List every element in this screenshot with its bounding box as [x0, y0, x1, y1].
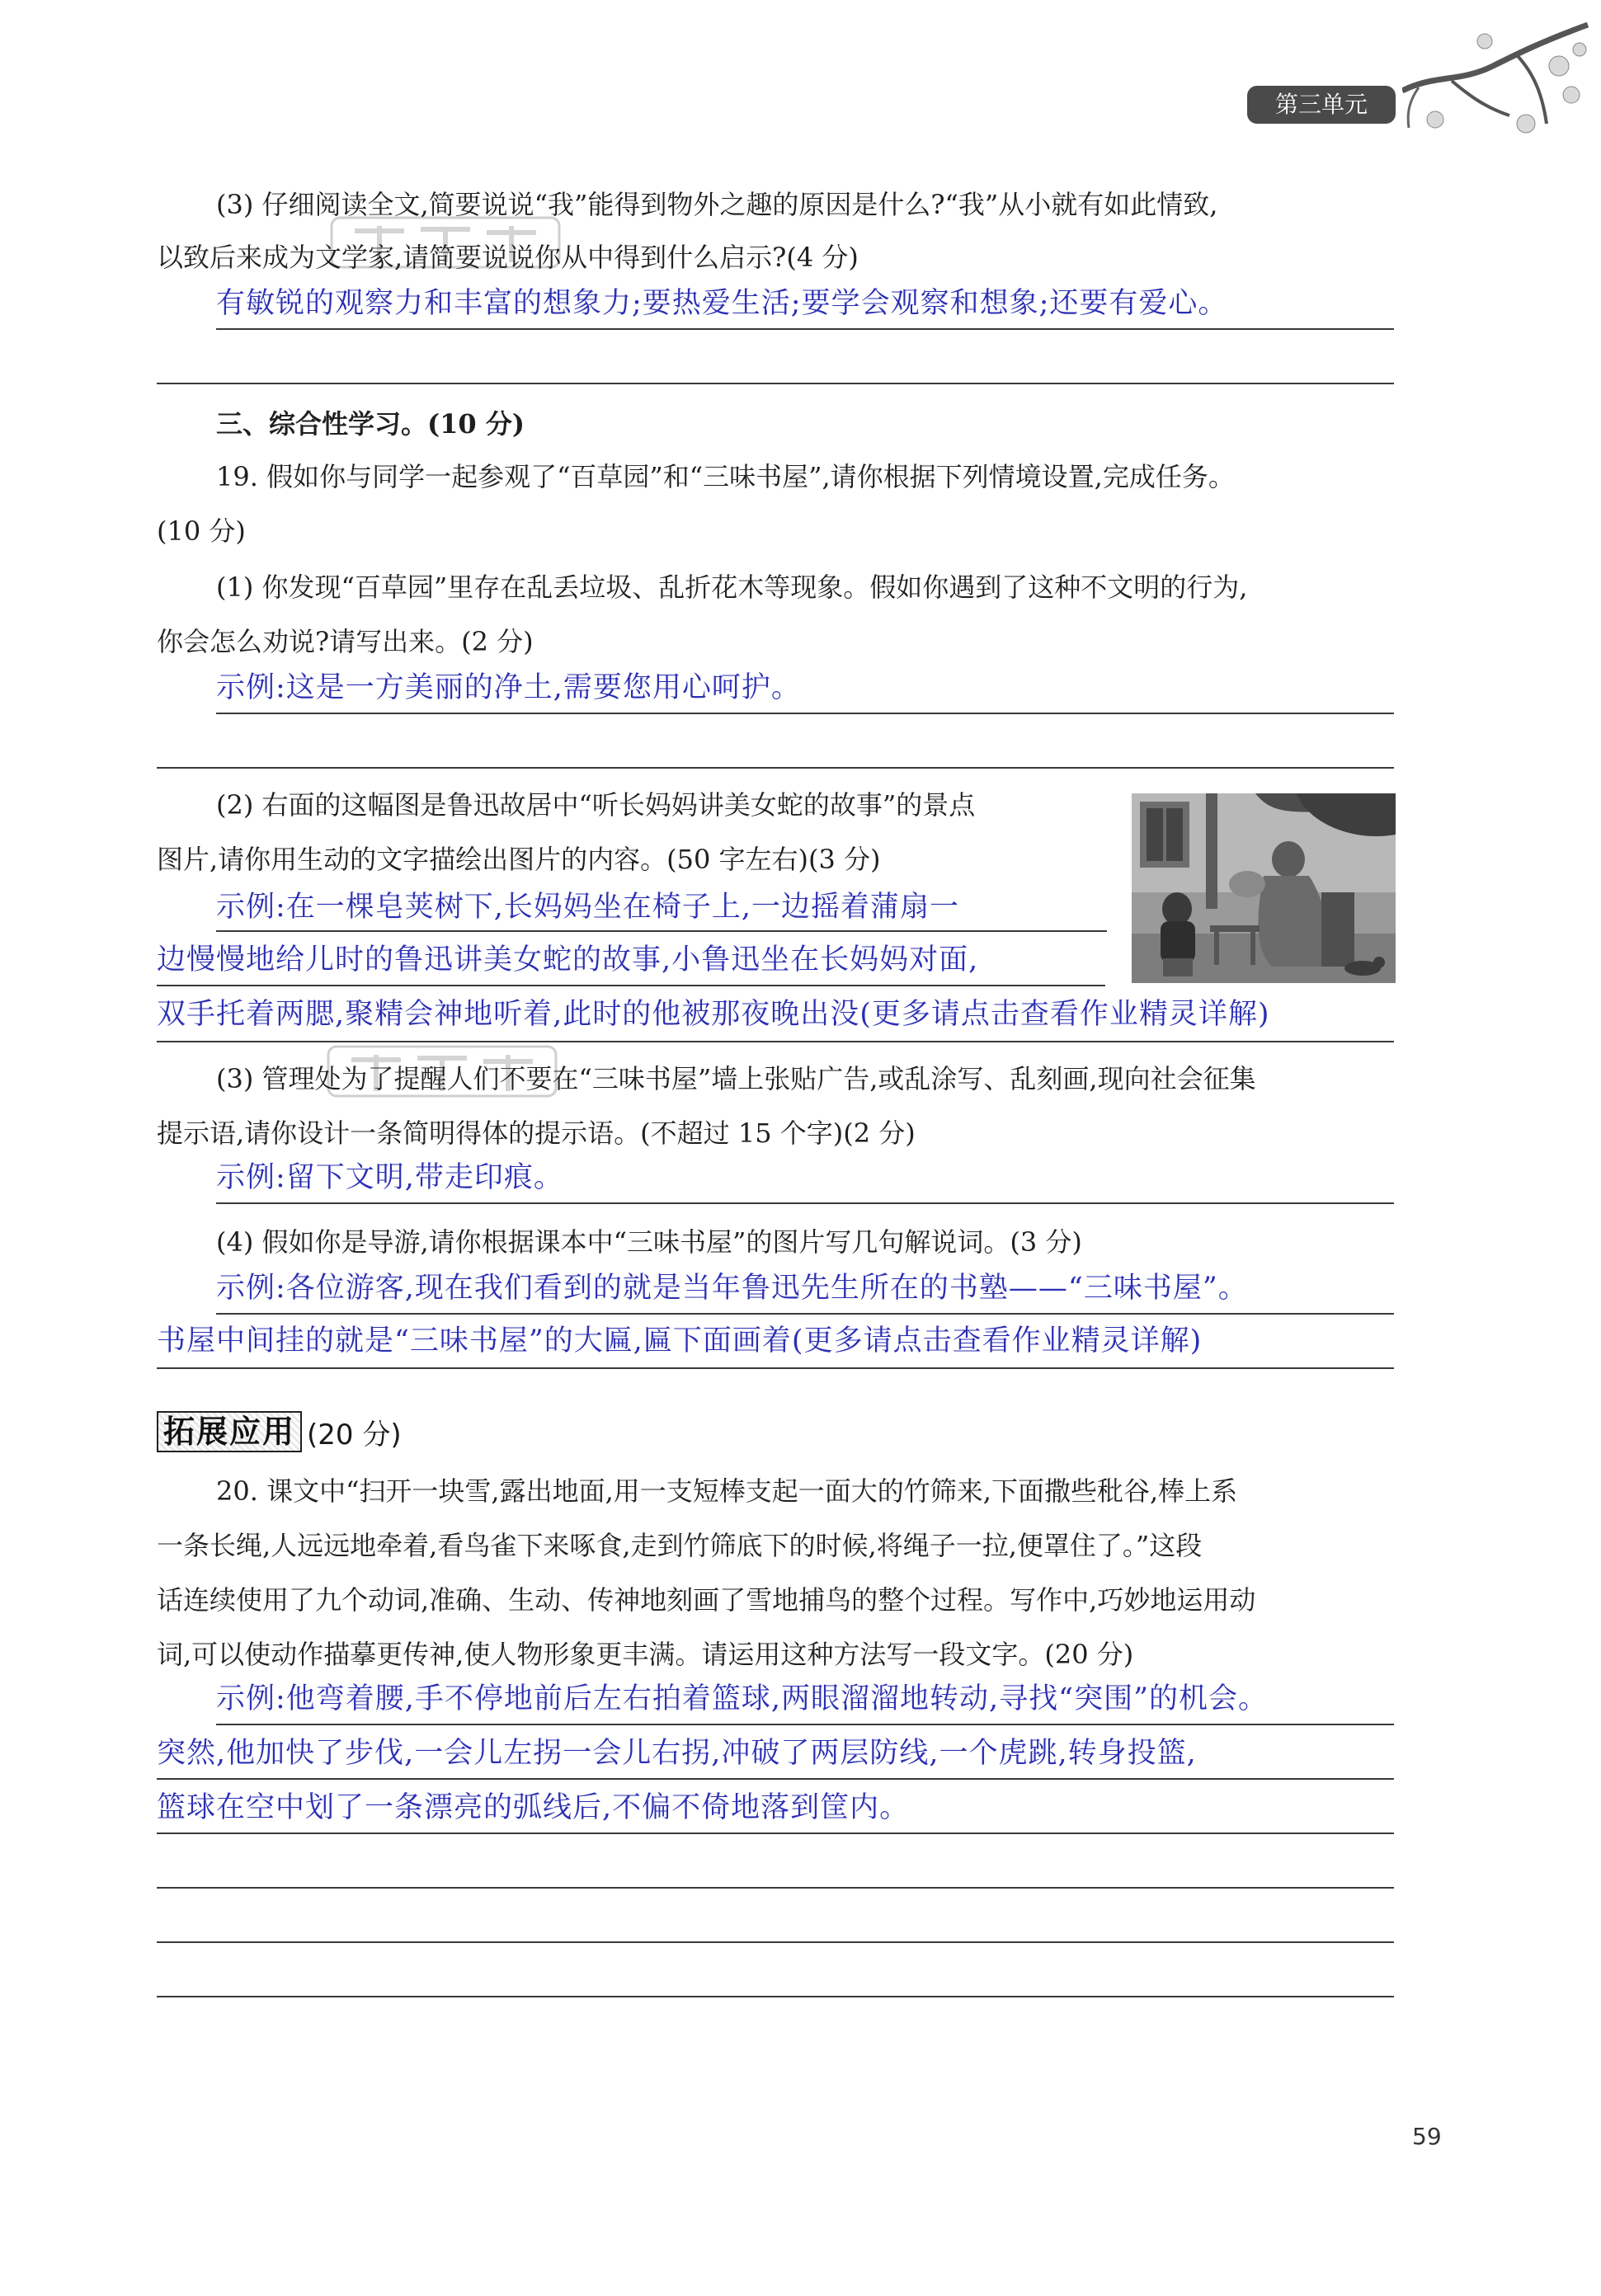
answer-text: 双手托着两腮,聚精会神地听着,此时的他被那夜晚出没(更多请点击查看作业精灵详解)	[157, 998, 1270, 1031]
answer-text: 示例:各位游客,现在我们看到的就是当年鲁迅先生所在的书塾——“三味书屋”。	[216, 1272, 1248, 1305]
section-score: (20 分)	[307, 1418, 402, 1451]
answer-line	[216, 1313, 1394, 1315]
question-text: 图片,请你用生动的文字描绘出图片的内容。(50 字左右)(3 分)	[157, 844, 881, 875]
section-label: 拓展应用	[157, 1411, 302, 1452]
question-text: 词,可以使动作描摹更传神,使人物形象更丰满。请运用这种方法写一段文字。(20 分)	[157, 1639, 1134, 1670]
section-header	[157, 1412, 402, 1451]
answer-line	[216, 930, 1107, 932]
answer-line	[157, 1996, 1394, 1997]
unit-badge: 第三单元	[1247, 86, 1396, 124]
question-text: (10 分)	[157, 515, 246, 547]
answer-line	[157, 383, 1394, 384]
question-text: 一条长绳,人远远地牵着,看鸟雀下来啄食,走到竹筛底下的时候,将绳子一拉,便罩住了。”这段	[157, 1530, 1203, 1561]
answer-line	[157, 1887, 1394, 1889]
question-text: (3) 仔细阅读全文,简要说说“我”能得到物外之趣的原因是什么?“我”从小就有如此情致,	[216, 189, 1218, 220]
question-text: 19. 假如你与同学一起参观了“百草园”和“三味书屋”,请你根据下列情境设置,完成任务。	[216, 461, 1235, 492]
question-text: 你会怎么劝说?请写出来。(2 分)	[157, 626, 534, 657]
story-scene-photo	[1132, 793, 1396, 983]
question-text: 20. 课文中“扫开一块雪,露出地面,用一支短棒支起一面大的竹筛来,下面撒些秕谷,棒上系	[216, 1475, 1238, 1507]
question-text: 以致后来成为文学家,请简要说说你从中得到什么启示?(4 分)	[157, 242, 859, 273]
answer-line	[157, 1778, 1394, 1780]
answer-line	[216, 1202, 1394, 1204]
answer-text: 有敏锐的观察力和丰富的想象力;要热爱生活;要学会观察和想象;还要有爱心。	[216, 287, 1228, 320]
answer-line	[157, 1833, 1394, 1834]
answer-text: 篮球在空中划了一条漂亮的弧线后,不偏不倚地落到筐内。	[157, 1791, 910, 1824]
answer-line	[216, 328, 1394, 330]
answer-text: 示例:留下文明,带走印痕。	[216, 1161, 563, 1194]
answer-line	[157, 767, 1394, 769]
question-text: 话连续使用了九个动词,准确、生动、传神地刻画了雪地捕鸟的整个过程。写作中,巧妙地运用动	[157, 1584, 1256, 1616]
answer-text: 示例:在一棵皂荚树下,长妈妈坐在椅子上,一边摇着蒲扇一	[216, 891, 960, 924]
section-title: 三、综合性学习。(10 分)	[216, 408, 525, 440]
answer-line	[216, 1724, 1394, 1725]
question-text: (3) 管理处为了提醒人们不要在“三味书屋”墙上张贴广告,或乱涂写、乱刻画,现向社会征集	[216, 1063, 1256, 1094]
question-text: 提示语,请你设计一条简明得体的提示语。(不超过 15 个字)(2 分)	[157, 1117, 916, 1149]
answer-line	[157, 985, 1105, 986]
question-text: (2) 右面的这幅图是鲁迅故居中“听长妈妈讲美女蛇的故事”的景点	[216, 789, 976, 821]
page-number: 59	[1412, 2123, 1442, 2150]
plum-branch-decoration	[1402, 16, 1592, 157]
answer-line	[157, 1367, 1394, 1369]
answer-line	[157, 1941, 1394, 1943]
question-text: (4) 假如你是导游,请你根据课本中“三味书屋”的图片写几句解说词。(3 分)	[216, 1226, 1082, 1258]
answer-text: 突然,他加快了步伐,一会儿左拐一会儿右拐,冲破了两层防线,一个虎跳,转身投篮,	[157, 1737, 1197, 1770]
answer-text: 示例:这是一方美丽的净土,需要您用心呵护。	[216, 671, 801, 704]
answer-text: 边慢慢地给儿时的鲁迅讲美女蛇的故事,小鲁迅坐在长妈妈对面,	[157, 943, 979, 976]
answer-text: 书屋中间挂的就是“三味书屋”的大匾,匾下面画着(更多请点击查看作业精灵详解)	[157, 1324, 1203, 1357]
answer-line	[216, 713, 1394, 714]
question-text: (1) 你发现“百草园”里存在乱丢垃圾、乱折花木等现象。假如你遇到了这种不文明的行为,	[216, 572, 1248, 603]
answer-text: 示例:他弯着腰,手不停地前后左右拍着篮球,两眼溜溜地转动,寻找“突围”的机会。	[216, 1682, 1268, 1715]
answer-line	[157, 1041, 1394, 1042]
